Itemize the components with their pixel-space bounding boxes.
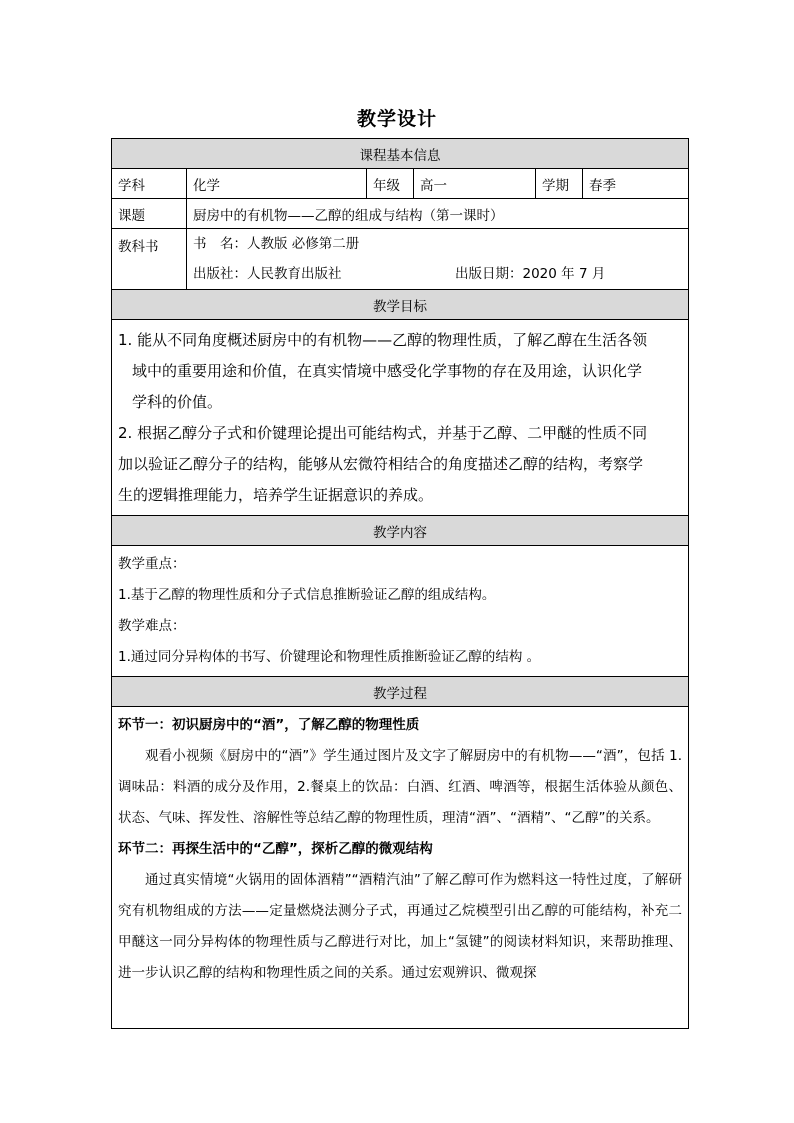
- textbook-label: 教科书: [112, 229, 187, 290]
- key-points-label: 教学重点：: [118, 556, 186, 572]
- content-header: 教学内容: [112, 516, 689, 546]
- objective-2-line-3: 生的逻辑推理能力，培养学生证据意识的养成。: [118, 486, 434, 504]
- objective-2-line-1: 2. 根据乙醇分子式和价键理论提出可能结构式，并基于乙醇、二甲醚的性质不同: [118, 424, 648, 442]
- difficult-point-item: 1.通过同分异构体的书写、价键理论和物理性质推断验证乙醇的结构 。: [118, 649, 541, 665]
- difficult-points-label: 教学难点：: [118, 618, 186, 634]
- process-header: 教学过程: [112, 677, 689, 707]
- term-label: 学期: [536, 169, 583, 199]
- objectives-header: 教学目标: [112, 290, 689, 320]
- publish-date: 出版日期：2020 年 7 月: [455, 266, 606, 282]
- topic-label: 课题: [112, 199, 187, 229]
- term-value: 春季: [583, 169, 689, 199]
- textbook-info: [187, 229, 689, 290]
- objective-1-line-2: 域中的重要用途和价值，在真实情境中感受化学事物的存在及用途，认识化学: [132, 362, 643, 380]
- basic-info-header: 课程基本信息: [112, 139, 689, 169]
- publisher: 出版社：人民教育出版社: [193, 266, 342, 282]
- subject-label: 学科: [112, 169, 187, 199]
- document-title: 教学设计: [356, 108, 437, 130]
- objective-2-line-2: 加以验证乙醇分子的结构，能够从宏微符相结合的角度描述乙醇的结构，考察学: [118, 455, 644, 473]
- key-point-item: 1.基于乙醇的物理性质和分子式信息推断验证乙醇的组成结构。: [118, 587, 496, 603]
- objectives-body: [112, 320, 689, 516]
- grade-label: 年级: [367, 169, 414, 199]
- grade-value: 高一: [414, 169, 536, 199]
- publisher-line: [193, 259, 682, 289]
- step-1-title: 环节一：初识厨房中的“酒”，了解乙醇的物理性质: [118, 717, 420, 733]
- topic-value: 厨房中的有机物——乙醇的组成与结构（第一课时）: [187, 199, 689, 229]
- lesson-plan-table: [111, 138, 689, 1029]
- step-2-body: 通过真实情境“火锅用的固体酒精”“酒精汽油”了解乙醇可作为燃料这一特性过度，了解研究有机物组成的方法——定量燃烧法测分子式，再通过乙烷模型引出乙醇的可能结构，补充二甲醚这一同分异构体的物理性质与乙醇进行对比，加上“氢键”的阅读材料知识，来帮助推理、进一步认识乙醇的结构和物理性质之间的关系。通过宏观辨识、微观探: [118, 872, 683, 981]
- content-body: [112, 546, 689, 677]
- objective-1-line-1: 1. 能从不同角度概述厨房中的有机物——乙醇的物理性质，了解乙醇在生活各领: [118, 331, 648, 349]
- book-name: 书 名：人教版 必修第二册: [193, 236, 360, 252]
- step-2-title: 环节二：再探生活中的“乙醇”，探析乙醇的微观结构: [118, 841, 433, 857]
- subject-value: 化学: [187, 169, 367, 199]
- step-1-body: 观看小视频《厨房中的“酒”》学生通过图片及文字了解厨房中的有机物——“酒”，包括 1.调味品：料酒的成分及作用，2.餐桌上的饮品：白酒、红酒、啤酒等，根据生活体验从颜色、状态、气味、挥发性、溶解性等总结乙醇的物理性质，理清“酒”、“酒精”、“乙醇”的关系。: [118, 748, 683, 826]
- process-body: [112, 707, 689, 1029]
- objective-1-line-3: 学科的价值。: [132, 393, 223, 411]
